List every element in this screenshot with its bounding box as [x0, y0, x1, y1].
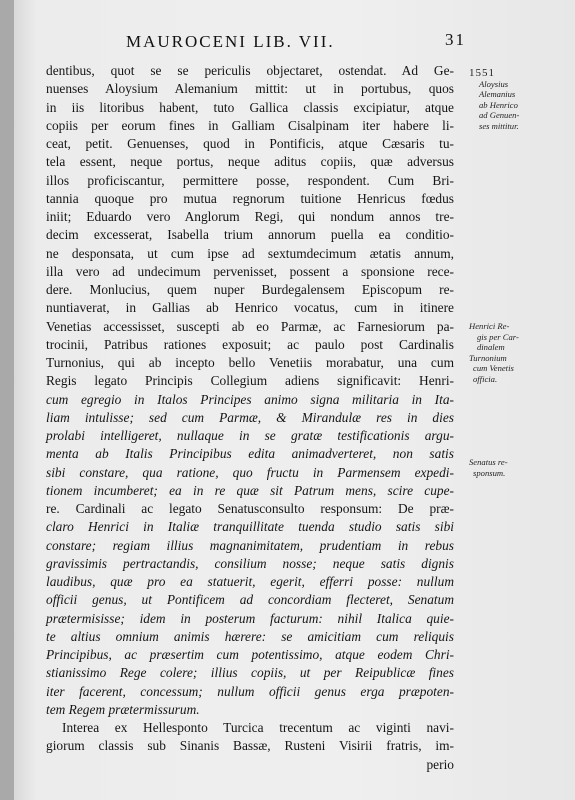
text-line: illa vero ad undecimum pervenisset, possent a sponsione rece- — [46, 263, 454, 279]
page-number: 31 — [445, 30, 466, 49]
text-line-italic: liam intulisse; sed cum Parmæ, & Mirandulæ res in dies — [46, 409, 454, 425]
margin-note-line: ab Henrico — [479, 99, 518, 110]
margin-year: 1551 — [469, 67, 495, 79]
book-page — [14, 0, 575, 800]
margin-note-line: ses mittitur. — [479, 120, 519, 131]
text-line: ne desponsata, ut cum ipse ad sextumdecimum ætatis annum, — [46, 245, 454, 261]
text-line: Regis legato Principis Collegium adiens significavit: Henri- — [46, 373, 454, 389]
text-line: tannia quoque pro mutua regnorum tuitione Henricus fœdus — [46, 190, 454, 206]
margin-note-line: gis per Car- — [477, 331, 519, 342]
margin-note-turnonius — [469, 321, 539, 384]
text-line: tela essent, neque portus, neque aditus copiis, quæ adversus — [46, 154, 454, 170]
text-line: re. Cardinali ac legato Senatusconsulto responsum: De præ- — [46, 501, 454, 516]
text-line: iniit; Eduardo vero Anglorum Regi, qui nondum annos tre- — [46, 209, 454, 224]
text-line: in iis litoribus habent, tuto Gallica classis excipiatur, atque — [46, 99, 454, 115]
text-line-italic: te altius omnium animis hærere: se amicitiam cum reliquis — [46, 628, 454, 644]
running-header — [126, 32, 466, 54]
text-line-italic: cum egregio in Italos Principes animo signa militaria in Ita- — [46, 391, 454, 407]
text-line: dentibus, quot se se periculis objectaret, ostendat. Ad Ge- — [46, 63, 454, 78]
text-line-italic: prætermisisse; idem in posterum facturum: nihil Italica quie- — [46, 610, 454, 626]
text-line-italic: menta ab Italis Principibus edita animadverteret, non satis — [46, 446, 454, 462]
text-line: trocinii, Patribus rationes exposuit; ac paulo post Cardinalis — [46, 336, 454, 352]
text-line-italic: sibi constare, qua ratione, quo fructu in Parmensem expedi- — [46, 464, 454, 480]
text-line-italic: stianissimo Rege colere; illius copiis, ut per Reipublicæ fines — [46, 665, 454, 681]
margin-note-line: Alemanius — [479, 89, 516, 99]
text-line-italic: tem Regem prætermissurum. — [46, 701, 200, 717]
text-line: ceat, petit. Genuenses, quod in Pontificis, atque Cæsaris tu- — [46, 136, 454, 151]
text-line-italic: Principibus, ac præsertim cum potentissimo, atque eodem Chri- — [46, 647, 454, 662]
margin-note-line: cum Venetis — [473, 363, 514, 373]
catchword: perio — [426, 756, 454, 772]
margin-note-line: Turnonium — [469, 352, 507, 363]
text-line: nuntiaverat, in Gallias ab Henrico vocatus, cum in itinere — [46, 300, 454, 316]
text-line-italic: tionem incumberet; ea in re quæ sit Patrum mens, scire cupe- — [46, 482, 454, 498]
text-line: Venetias accessisset, suscepti ab eo Parmæ, ac Farnesiorum pa- — [46, 318, 454, 334]
body-text — [46, 62, 454, 774]
margin-note-line: Henrici Re- — [469, 321, 510, 331]
text-line: nuenses Aloysium Alemanium mittit: ut in portubus, quos — [46, 81, 454, 97]
margin-note-line: officia. — [473, 373, 498, 384]
margin-note-line: Aloysius — [479, 78, 509, 89]
text-line-italic: gravissimis pertractandis, consilium nosse; neque satis dignis — [46, 555, 454, 571]
margin-note-line: Senatus re- — [469, 457, 508, 467]
text-line: decim excesserat, Isabella trium annorum puella ea conditio- — [46, 227, 454, 243]
text-line-italic: prolabi intelligeret, nullaque in se gratæ testificationis argu- — [46, 428, 454, 443]
text-line-italic: officii genus, ut Pontificem ad concordiam flecteret, Senatum — [46, 592, 454, 608]
text-line-italic: constare; regiam illius magnanimitatem, prudentiam in rebus — [46, 537, 454, 553]
text-line-italic: claro Henrici in Italiæ tranquillitate tuenda studio satis sibi — [46, 519, 454, 535]
text-line: Turnonius, qui ab incepto bello Venetiis morabatur, una cum — [46, 355, 454, 370]
margin-note-line: sponsum. — [473, 467, 506, 478]
text-line-italic: iter facerent, concessum; nullum officii genus erga præpoten- — [46, 683, 454, 699]
text-line: Interea ex Hellesponto Turcica trecentum ac viginti navi- — [62, 720, 454, 735]
text-line: copiis per eorum fines in Galliam Cisalpinam iter habere li- — [46, 117, 454, 133]
running-title: MAUROCENI LIB. VII. — [126, 32, 335, 51]
text-line: dere. Monlucius, quem nuper Burdegalensem Episcopum re- — [46, 282, 454, 297]
margin-note-line: dinalem — [477, 342, 505, 352]
margin-note-line: ad Genuen- — [479, 110, 520, 120]
text-line: illos proficiscantur, permittere posse, respondent. Cum Bri- — [46, 172, 454, 188]
margin-note-alemanius — [469, 68, 539, 131]
text-line: giorum classis sub Sinanis Bassæ, Rusteni Visirii fratris, im- — [46, 738, 454, 754]
margin-note-senatus — [469, 457, 539, 478]
text-line-italic: laudibus, quæ pro ea statuerit, egerit, efferri posse: nullum — [46, 574, 454, 589]
